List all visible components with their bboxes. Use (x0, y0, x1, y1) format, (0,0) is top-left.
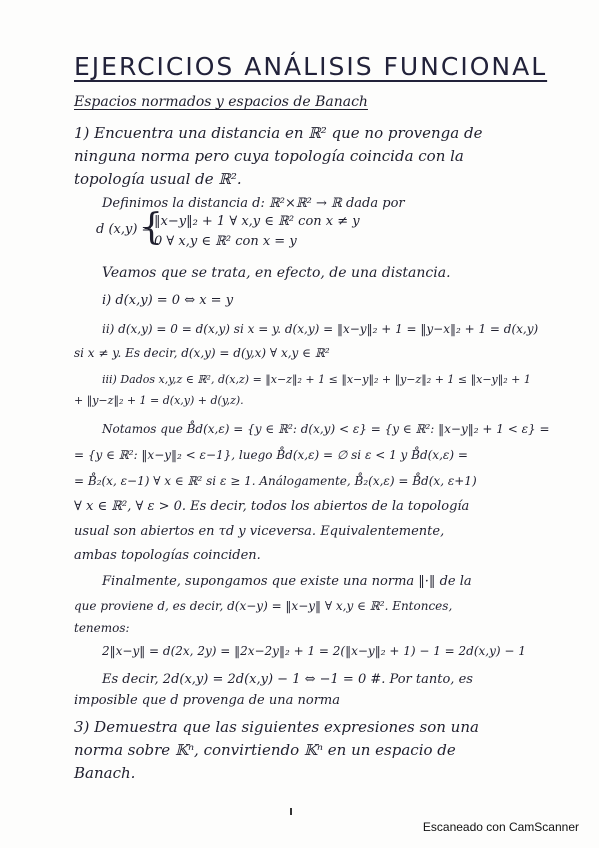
conclusion-line-2: imposible que d provenga de una norma (74, 693, 340, 708)
property-ii-line-1: ii) d(x,y) = 0 = d(x,y) si x = y. d(x,y) = ‖x−y‖₂ + 1 = ‖y−x‖₂ + 1 = d(x,y) (102, 322, 539, 336)
notamos-line-3: = B̊₂(x, ε−1) ∀ x ∈ ℝ² si ε ≥ 1. Análogamente, B̊₂(x,ε) = B̊d(x, ε+1) (74, 474, 477, 488)
finalmente-line-3: tenemos: (74, 621, 130, 635)
definition-line: Definimos la distancia d: ℝ²×ℝ² → ℝ dada por (102, 196, 405, 211)
veamos-line: Veamos que se trata, en efecto, de una distancia. (102, 265, 451, 281)
brace-symbol: { (140, 207, 163, 248)
page-mark (290, 808, 292, 815)
key-equation: 2‖x−y‖ = d(2x, 2y) = ‖2x−2y‖₂ + 1 = 2(‖x−y‖₂ + 1) − 1 = 2d(x,y) − 1 (102, 644, 526, 658)
notamos-line-1: Notamos que B̊d(x,ε) = {y ∈ ℝ²: d(x,y) < ε} = {y ∈ ℝ²: ‖x−y‖₂ + 1 < ε} = (102, 422, 550, 436)
notamos-line-4: ∀ x ∈ ℝ², ∀ ε > 0. Es decir, todos los abiertos de la topología (74, 499, 470, 514)
case-x-neq-y: ‖x−y‖₂ + 1 ∀ x,y ∈ ℝ² con x ≠ y (154, 214, 360, 229)
notamos-line-5: usual son abiertos en τd y viceversa. Equivalentemente, (74, 524, 445, 539)
notamos-line-6: ambas topologías coinciden. (74, 548, 261, 563)
exercise-3-statement-line-3: Banach. (74, 764, 136, 782)
scanner-watermark: Escaneado con CamScanner (422, 820, 579, 834)
property-iii-line-2: + ‖y−z‖₂ + 1 = d(x,y) + d(y,z). (74, 394, 244, 407)
distance-lhs: d (x,y) = (96, 222, 153, 237)
finalmente-line-1: Finalmente, supongamos que existe una norma ‖·‖ de la (102, 574, 472, 589)
exercise-1-statement-line-1: 1) Encuentra una distancia en ℝ² que no provenga de (74, 124, 483, 142)
property-ii-line-2: si x ≠ y. Es decir, d(x,y) = d(y,x) ∀ x,y ∈ ℝ² (74, 346, 330, 360)
finalmente-line-2: que proviene d, es decir, d(x−y) = ‖x−y‖ ∀ x,y ∈ ℝ². Entonces, (74, 599, 453, 613)
section-subtitle: Espacios normados y espacios de Banach (74, 94, 368, 110)
exercise-1-statement-line-2: ninguna norma pero cuya topología coincida con la (74, 147, 464, 165)
notamos-line-2: = {y ∈ ℝ²: ‖x−y‖₂ < ε−1}, luego B̊d(x,ε) = ∅ si ε < 1 y B̊d(x,ε) = (74, 448, 468, 462)
page-title: EJERCICIOS ANÁLISIS FUNCIONAL (74, 52, 548, 81)
property-i: i) d(x,y) = 0 ⇔ x = y (102, 293, 234, 308)
case-x-eq-y: 0 ∀ x,y ∈ ℝ² con x = y (154, 234, 297, 249)
exercise-1-statement-line-3: topología usual de ℝ². (74, 170, 242, 188)
property-iii-line-1: iii) Dados x,y,z ∈ ℝ², d(x,z) = ‖x−z‖₂ + 1 ≤ ‖x−y‖₂ + ‖y−z‖₂ + 1 ≤ ‖x−y‖₂ + 1 (102, 373, 531, 386)
conclusion-line-1: Es decir, 2d(x,y) = 2d(x,y) − 1 ⇔ −1 = 0 #. Por tanto, es (102, 672, 473, 687)
exercise-3-statement-line-1: 3) Demuestra que las siguientes expresiones son una (74, 718, 479, 736)
exercise-3-statement-line-2: norma sobre 𝕂ⁿ, convirtiendo 𝕂ⁿ en un espacio de (74, 741, 456, 759)
